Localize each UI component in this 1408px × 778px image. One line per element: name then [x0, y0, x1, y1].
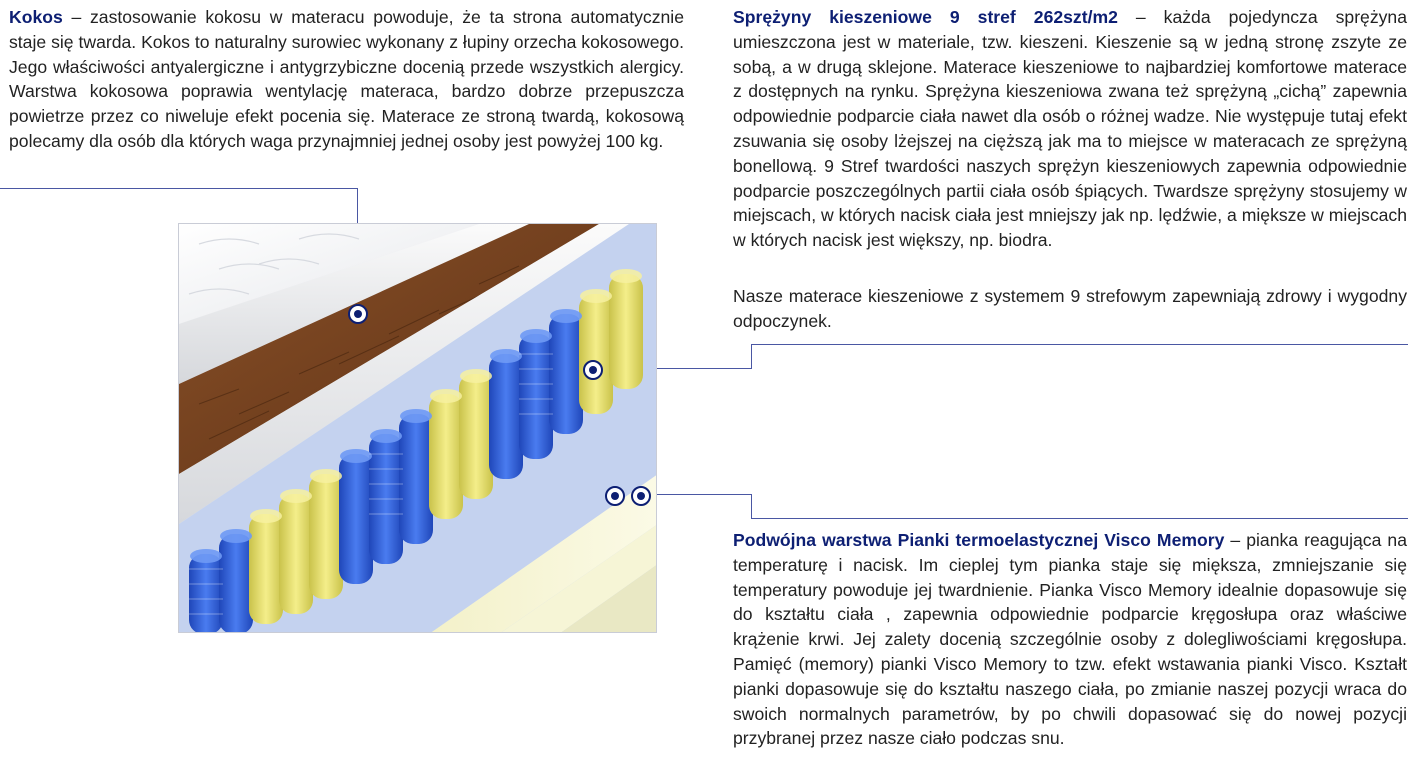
- springs-layer-marker: [583, 360, 603, 380]
- springs-leader-line-vertical: [751, 344, 752, 369]
- coconut-layer-marker: [348, 304, 368, 324]
- pocket-springs-summary: Nasze materace kieszeniowe z systemem 9 strefowym zapewniają zdrowy i wygodny odpoczynek.: [733, 286, 1407, 331]
- visco-layer-marker-2: [631, 486, 651, 506]
- coconut-text: – zastosowanie kokosu w materacu powoduje, że ta strona automatycznie staje się twarda. Kokos to naturalny surowiec wykonany z łupiny orzecha kokosowego. Jego właściwości antyalergiczne i antygrzybiczne docenią przede wszystkich alergicy. Warstwa kokosowa poprawia wentylację materaca, bardzo dobrze przepuszcza powietrze przez co niweluje efekt pocenia się. Materace ze stroną twardą, kokosową polecamy dla osób dla których waga przynajmniej jednej osoby jest powyżej 100 kg.: [9, 7, 684, 151]
- mattress-layers-graphic: [179, 224, 657, 633]
- coconut-heading: Kokos: [9, 7, 63, 27]
- visco-leader-line-vertical: [751, 494, 752, 519]
- pocket-springs-description: [733, 5, 1407, 253]
- visco-memory-description: [733, 528, 1407, 751]
- pocket-springs-text: – każda pojedyncza sprężyna umieszczona jest w materiale, tzw. kieszeni. Kieszenie są w jedną stronę zszyte ze sobą, a w drugą sklejone. Materace kieszeniowe to najbardziej komfortowe materace z dostępnych na rynku. Sprężyna kieszeniowa zwana też sprężyną „cichą” zapewnia odpowiednie podparcie ciała nawet dla osób o różnej wadze. Nie występuje tutaj efekt zsuwania się osoby lżejszej na cięższą jak ma to miejsce w materacach ze sprężyną bonellową. 9 Stref twardości naszych sprężyn kieszeniowych zapewnia odpowiednie podparcie poszczególnych partii ciała osób śpiących. Twardsze sprężyny stosujemy w miejscach, w których nacisk ciała jest mniejszy jak np. lędźwie, a miększe w miejscach w których nacisk jest większy, np. biodra.: [733, 7, 1407, 251]
- visco-leader-line: [650, 494, 752, 495]
- visco-memory-text: – pianka reagująca na temperaturę i nacisk. Im cieplej tym pianka staje się miększa, zmniejszanie się temperatury powoduje jej twardnienie. Pianka Visco Memory idealnie dopasowuje się do kształtu ciała , zapewnia odpowiednie podparcie kręgosłupa oraz właściwe krążenie krwi. Jej zalety docenią szczególnie osoby z dolegliwościami kręgosłupa. Pamięć (memory) pianki Visco Memory to tzw. efekt wstawania pianki Visco. Kształt pianki dopasowuje się do kształtu naszego ciała, po zmianie naszej pozycji wraca do swoich normalnych parametrów, by po chwili dopasować się do nowej pozycji przybranej przez nasze ciało podczas snu.: [733, 530, 1407, 749]
- visco-layer-marker-1: [605, 486, 625, 506]
- springs-leader-line-top: [751, 344, 1408, 345]
- visco-leader-line-bottom: [751, 518, 1408, 519]
- visco-memory-heading: Podwójna warstwa Pianki termoelastycznej Visco Memory: [733, 530, 1225, 550]
- coconut-leader-line: [0, 188, 357, 189]
- coconut-description: [9, 5, 684, 154]
- mattress-cross-section-illustration: [178, 223, 657, 633]
- pocket-springs-heading: Sprężyny kieszeniowe 9 stref 262szt/m2: [733, 7, 1118, 27]
